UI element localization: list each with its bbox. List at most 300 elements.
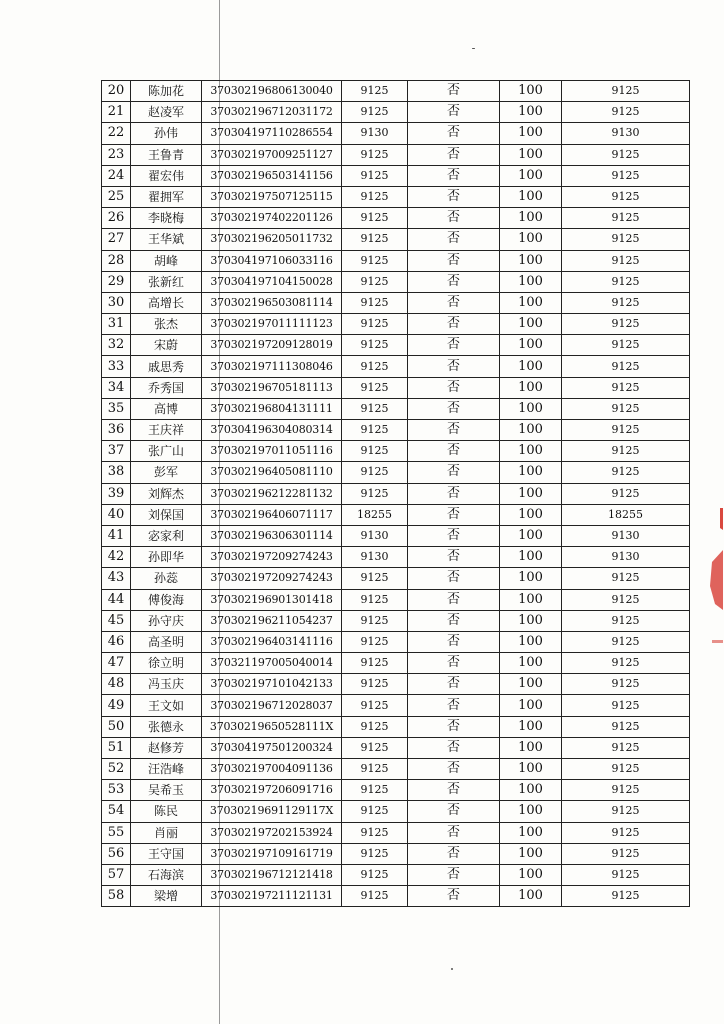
id-number-cell: 370302196403141116 xyxy=(202,631,342,652)
name-cell: 王文如 xyxy=(131,695,202,716)
table-row xyxy=(102,759,690,780)
row-number-cell: 29 xyxy=(102,271,131,292)
payout-cell: 9125 xyxy=(562,822,690,843)
table-row xyxy=(102,356,690,377)
name-cell: 孙蕊 xyxy=(131,568,202,589)
id-number-cell: 370304197104150028 xyxy=(202,271,342,292)
payout-cell: 9125 xyxy=(562,631,690,652)
table-row xyxy=(102,737,690,758)
row-number-cell: 47 xyxy=(102,653,131,674)
id-number-cell: 370304196304080314 xyxy=(202,420,342,441)
percent-cell: 100 xyxy=(500,610,562,631)
table-row xyxy=(102,504,690,525)
payout-cell: 9130 xyxy=(562,547,690,568)
scan-speck-1 xyxy=(451,968,453,970)
table-row xyxy=(102,568,690,589)
name-cell: 赵修芳 xyxy=(131,737,202,758)
name-cell: 王华斌 xyxy=(131,229,202,250)
row-number-cell: 50 xyxy=(102,716,131,737)
roster-table-body xyxy=(102,81,690,907)
table-row xyxy=(102,822,690,843)
id-number-cell: 370304197501200324 xyxy=(202,737,342,758)
table-row xyxy=(102,335,690,356)
row-number-cell: 44 xyxy=(102,589,131,610)
percent-cell: 100 xyxy=(500,589,562,610)
id-number-cell: 370302197202153924 xyxy=(202,822,342,843)
amount-cell: 9125 xyxy=(342,759,408,780)
percent-cell: 100 xyxy=(500,674,562,695)
amount-cell: 9125 xyxy=(342,462,408,483)
amount-cell: 9125 xyxy=(342,186,408,207)
table-row xyxy=(102,102,690,123)
amount-cell: 9125 xyxy=(342,271,408,292)
percent-cell: 100 xyxy=(500,568,562,589)
status-flag-cell: 否 xyxy=(408,398,500,419)
amount-cell: 9125 xyxy=(342,441,408,462)
id-number-cell: 370302197111308046 xyxy=(202,356,342,377)
row-number-cell: 40 xyxy=(102,504,131,525)
payout-cell: 18255 xyxy=(562,504,690,525)
payout-cell: 9125 xyxy=(562,81,690,102)
table-row xyxy=(102,483,690,504)
id-number-cell: 370302196406071117 xyxy=(202,504,342,525)
payout-cell: 9125 xyxy=(562,759,690,780)
payout-cell: 9125 xyxy=(562,314,690,335)
table-row xyxy=(102,186,690,207)
amount-cell: 9125 xyxy=(342,780,408,801)
amount-cell: 9125 xyxy=(342,801,408,822)
name-cell: 傅俊海 xyxy=(131,589,202,610)
payout-cell: 9125 xyxy=(562,886,690,907)
seal-arc-top xyxy=(720,508,723,530)
amount-cell: 9125 xyxy=(342,398,408,419)
name-cell: 翟拥军 xyxy=(131,186,202,207)
amount-cell: 9125 xyxy=(342,568,408,589)
percent-cell: 100 xyxy=(500,695,562,716)
row-number-cell: 31 xyxy=(102,314,131,335)
payout-cell: 9125 xyxy=(562,102,690,123)
id-number-cell: 370302196712121418 xyxy=(202,864,342,885)
status-flag-cell: 否 xyxy=(408,822,500,843)
payout-cell: 9125 xyxy=(562,377,690,398)
percent-cell: 100 xyxy=(500,144,562,165)
amount-cell: 9125 xyxy=(342,886,408,907)
id-number-cell: 370302197009251127 xyxy=(202,144,342,165)
name-cell: 吴希玉 xyxy=(131,780,202,801)
amount-cell: 9125 xyxy=(342,695,408,716)
payout-cell: 9125 xyxy=(562,335,690,356)
table-row xyxy=(102,801,690,822)
percent-cell: 100 xyxy=(500,123,562,144)
row-number-cell: 43 xyxy=(102,568,131,589)
percent-cell: 100 xyxy=(500,441,562,462)
status-flag-cell: 否 xyxy=(408,483,500,504)
status-flag-cell: 否 xyxy=(408,165,500,186)
name-cell: 孙守庆 xyxy=(131,610,202,631)
id-number-cell: 370302196705181113 xyxy=(202,377,342,398)
status-flag-cell: 否 xyxy=(408,102,500,123)
payout-cell: 9125 xyxy=(562,843,690,864)
row-number-cell: 26 xyxy=(102,208,131,229)
percent-cell: 100 xyxy=(500,398,562,419)
row-number-cell: 41 xyxy=(102,525,131,546)
table-row xyxy=(102,610,690,631)
name-cell: 王守国 xyxy=(131,843,202,864)
payout-cell: 9125 xyxy=(562,398,690,419)
id-number-cell: 370304197110286554 xyxy=(202,123,342,144)
percent-cell: 100 xyxy=(500,81,562,102)
row-number-cell: 38 xyxy=(102,462,131,483)
id-number-cell: 370302196712031172 xyxy=(202,102,342,123)
amount-cell: 9125 xyxy=(342,483,408,504)
payout-cell: 9125 xyxy=(562,229,690,250)
amount-cell: 9125 xyxy=(342,843,408,864)
row-number-cell: 30 xyxy=(102,292,131,313)
percent-cell: 100 xyxy=(500,547,562,568)
amount-cell: 9130 xyxy=(342,525,408,546)
table-row xyxy=(102,864,690,885)
payout-cell: 9125 xyxy=(562,271,690,292)
status-flag-cell: 否 xyxy=(408,186,500,207)
status-flag-cell: 否 xyxy=(408,716,500,737)
percent-cell: 100 xyxy=(500,335,562,356)
table-row xyxy=(102,843,690,864)
row-number-cell: 55 xyxy=(102,822,131,843)
percent-cell: 100 xyxy=(500,864,562,885)
id-number-cell: 370304197106033116 xyxy=(202,250,342,271)
id-number-cell: 370302197507125115 xyxy=(202,186,342,207)
amount-cell: 9130 xyxy=(342,547,408,568)
row-number-cell: 45 xyxy=(102,610,131,631)
id-number-cell: 370302196503081114 xyxy=(202,292,342,313)
name-cell: 刘辉杰 xyxy=(131,483,202,504)
row-number-cell: 23 xyxy=(102,144,131,165)
status-flag-cell: 否 xyxy=(408,504,500,525)
id-number-cell: 370302197402201126 xyxy=(202,208,342,229)
id-number-cell: 370302197109161719 xyxy=(202,843,342,864)
name-cell: 翟宏伟 xyxy=(131,165,202,186)
status-flag-cell: 否 xyxy=(408,589,500,610)
percent-cell: 100 xyxy=(500,759,562,780)
name-cell: 彭军 xyxy=(131,462,202,483)
status-flag-cell: 否 xyxy=(408,631,500,652)
table-row xyxy=(102,886,690,907)
percent-cell: 100 xyxy=(500,102,562,123)
payout-cell: 9125 xyxy=(562,292,690,313)
table-row xyxy=(102,653,690,674)
percent-cell: 100 xyxy=(500,356,562,377)
amount-cell: 9125 xyxy=(342,208,408,229)
row-number-cell: 42 xyxy=(102,547,131,568)
percent-cell: 100 xyxy=(500,737,562,758)
status-flag-cell: 否 xyxy=(408,208,500,229)
table-row xyxy=(102,250,690,271)
table-row xyxy=(102,208,690,229)
status-flag-cell: 否 xyxy=(408,886,500,907)
payout-cell: 9125 xyxy=(562,356,690,377)
row-number-cell: 21 xyxy=(102,102,131,123)
name-cell: 高圣明 xyxy=(131,631,202,652)
table-row xyxy=(102,123,690,144)
payout-cell: 9125 xyxy=(562,653,690,674)
amount-cell: 9125 xyxy=(342,144,408,165)
row-number-cell: 25 xyxy=(102,186,131,207)
amount-cell: 9125 xyxy=(342,864,408,885)
percent-cell: 100 xyxy=(500,292,562,313)
name-cell: 孙即华 xyxy=(131,547,202,568)
seal-mark-bottom xyxy=(712,640,723,643)
percent-cell: 100 xyxy=(500,631,562,652)
name-cell: 王庆祥 xyxy=(131,420,202,441)
amount-cell: 9125 xyxy=(342,822,408,843)
table-row xyxy=(102,441,690,462)
id-number-cell: 370302197209274243 xyxy=(202,547,342,568)
percent-cell: 100 xyxy=(500,822,562,843)
status-flag-cell: 否 xyxy=(408,568,500,589)
status-flag-cell: 否 xyxy=(408,610,500,631)
name-cell: 陈民 xyxy=(131,801,202,822)
name-cell: 石海滨 xyxy=(131,864,202,885)
status-flag-cell: 否 xyxy=(408,420,500,441)
red-seal-fragment xyxy=(706,500,724,660)
amount-cell: 9125 xyxy=(342,250,408,271)
name-cell: 张德永 xyxy=(131,716,202,737)
id-number-cell: 370302196503141156 xyxy=(202,165,342,186)
amount-cell: 9125 xyxy=(342,229,408,250)
percent-cell: 100 xyxy=(500,801,562,822)
id-number-cell: 370321197005040014 xyxy=(202,653,342,674)
status-flag-cell: 否 xyxy=(408,314,500,335)
amount-cell: 9125 xyxy=(342,377,408,398)
amount-cell: 9125 xyxy=(342,653,408,674)
percent-cell: 100 xyxy=(500,208,562,229)
status-flag-cell: 否 xyxy=(408,525,500,546)
payout-cell: 9125 xyxy=(562,780,690,801)
row-number-cell: 20 xyxy=(102,81,131,102)
percent-cell: 100 xyxy=(500,483,562,504)
id-number-cell: 370302197101042133 xyxy=(202,674,342,695)
status-flag-cell: 否 xyxy=(408,292,500,313)
status-flag-cell: 否 xyxy=(408,801,500,822)
id-number-cell: 370302197209128019 xyxy=(202,335,342,356)
table-row xyxy=(102,547,690,568)
percent-cell: 100 xyxy=(500,314,562,335)
id-number-cell: 370302196205011732 xyxy=(202,229,342,250)
row-number-cell: 27 xyxy=(102,229,131,250)
percent-cell: 100 xyxy=(500,716,562,737)
status-flag-cell: 否 xyxy=(408,462,500,483)
row-number-cell: 51 xyxy=(102,737,131,758)
id-number-cell: 370302196712028037 xyxy=(202,695,342,716)
name-cell: 高增长 xyxy=(131,292,202,313)
name-cell: 张杰 xyxy=(131,314,202,335)
percent-cell: 100 xyxy=(500,420,562,441)
status-flag-cell: 否 xyxy=(408,653,500,674)
name-cell: 张广山 xyxy=(131,441,202,462)
payout-cell: 9125 xyxy=(562,716,690,737)
status-flag-cell: 否 xyxy=(408,229,500,250)
status-flag-cell: 否 xyxy=(408,441,500,462)
name-cell: 王鲁青 xyxy=(131,144,202,165)
payout-cell: 9125 xyxy=(562,441,690,462)
payout-cell: 9125 xyxy=(562,801,690,822)
status-flag-cell: 否 xyxy=(408,250,500,271)
amount-cell: 9125 xyxy=(342,589,408,610)
payment-roster-table xyxy=(101,80,690,907)
id-number-cell: 370302197209274243 xyxy=(202,568,342,589)
amount-cell: 9125 xyxy=(342,356,408,377)
table-row xyxy=(102,377,690,398)
row-number-cell: 58 xyxy=(102,886,131,907)
row-number-cell: 34 xyxy=(102,377,131,398)
amount-cell: 9125 xyxy=(342,165,408,186)
status-flag-cell: 否 xyxy=(408,335,500,356)
amount-cell: 9125 xyxy=(342,716,408,737)
row-number-cell: 37 xyxy=(102,441,131,462)
row-number-cell: 35 xyxy=(102,398,131,419)
payout-cell: 9125 xyxy=(562,208,690,229)
table-row xyxy=(102,674,690,695)
payout-cell: 9125 xyxy=(562,462,690,483)
payout-cell: 9125 xyxy=(562,250,690,271)
seal-mark-main xyxy=(710,550,723,610)
name-cell: 冯玉庆 xyxy=(131,674,202,695)
payout-cell: 9125 xyxy=(562,695,690,716)
table-row xyxy=(102,144,690,165)
percent-cell: 100 xyxy=(500,653,562,674)
row-number-cell: 49 xyxy=(102,695,131,716)
status-flag-cell: 否 xyxy=(408,377,500,398)
table-row xyxy=(102,631,690,652)
name-cell: 胡峰 xyxy=(131,250,202,271)
name-cell: 戚思秀 xyxy=(131,356,202,377)
id-number-cell: 370302196212281132 xyxy=(202,483,342,504)
name-cell: 张新红 xyxy=(131,271,202,292)
status-flag-cell: 否 xyxy=(408,547,500,568)
name-cell: 宓家利 xyxy=(131,525,202,546)
percent-cell: 100 xyxy=(500,504,562,525)
row-number-cell: 32 xyxy=(102,335,131,356)
id-number-cell: 370302196306301114 xyxy=(202,525,342,546)
payout-cell: 9125 xyxy=(562,589,690,610)
table-row xyxy=(102,589,690,610)
table-row xyxy=(102,271,690,292)
payout-cell: 9130 xyxy=(562,123,690,144)
payout-cell: 9125 xyxy=(562,483,690,504)
status-flag-cell: 否 xyxy=(408,695,500,716)
status-flag-cell: 否 xyxy=(408,144,500,165)
table-row xyxy=(102,292,690,313)
percent-cell: 100 xyxy=(500,377,562,398)
id-number-cell: 370302196901301418 xyxy=(202,589,342,610)
amount-cell: 9125 xyxy=(342,81,408,102)
amount-cell: 9125 xyxy=(342,420,408,441)
status-flag-cell: 否 xyxy=(408,356,500,377)
amount-cell: 9125 xyxy=(342,102,408,123)
name-cell: 乔秀国 xyxy=(131,377,202,398)
payout-cell: 9130 xyxy=(562,525,690,546)
table-row xyxy=(102,165,690,186)
id-number-cell: 370302197211121131 xyxy=(202,886,342,907)
percent-cell: 100 xyxy=(500,780,562,801)
payout-cell: 9125 xyxy=(562,144,690,165)
name-cell: 汪浩峰 xyxy=(131,759,202,780)
table-row xyxy=(102,229,690,250)
percent-cell: 100 xyxy=(500,250,562,271)
amount-cell: 9125 xyxy=(342,335,408,356)
percent-cell: 100 xyxy=(500,165,562,186)
row-number-cell: 53 xyxy=(102,780,131,801)
status-flag-cell: 否 xyxy=(408,81,500,102)
row-number-cell: 54 xyxy=(102,801,131,822)
id-number-cell: 37030219650528111X xyxy=(202,716,342,737)
amount-cell: 9125 xyxy=(342,737,408,758)
table-row xyxy=(102,420,690,441)
id-number-cell: 370302197011111123 xyxy=(202,314,342,335)
id-number-cell: 37030219691129117X xyxy=(202,801,342,822)
row-number-cell: 39 xyxy=(102,483,131,504)
id-number-cell: 370302196211054237 xyxy=(202,610,342,631)
row-number-cell: 52 xyxy=(102,759,131,780)
amount-cell: 9125 xyxy=(342,314,408,335)
row-number-cell: 33 xyxy=(102,356,131,377)
name-cell: 陈加花 xyxy=(131,81,202,102)
percent-cell: 100 xyxy=(500,229,562,250)
amount-cell: 9125 xyxy=(342,631,408,652)
table-row xyxy=(102,780,690,801)
table-row xyxy=(102,695,690,716)
status-flag-cell: 否 xyxy=(408,759,500,780)
id-number-cell: 370302197004091136 xyxy=(202,759,342,780)
amount-cell: 9125 xyxy=(342,292,408,313)
payout-cell: 9125 xyxy=(562,864,690,885)
name-cell: 赵凌军 xyxy=(131,102,202,123)
id-number-cell: 370302196806130040 xyxy=(202,81,342,102)
id-number-cell: 370302196804131111 xyxy=(202,398,342,419)
payout-cell: 9125 xyxy=(562,420,690,441)
table-row xyxy=(102,398,690,419)
payout-cell: 9125 xyxy=(562,568,690,589)
status-flag-cell: 否 xyxy=(408,123,500,144)
percent-cell: 100 xyxy=(500,186,562,207)
name-cell: 高博 xyxy=(131,398,202,419)
amount-cell: 9125 xyxy=(342,674,408,695)
amount-cell: 9130 xyxy=(342,123,408,144)
row-number-cell: 22 xyxy=(102,123,131,144)
name-cell: 李晓梅 xyxy=(131,208,202,229)
amount-cell: 9125 xyxy=(342,610,408,631)
table-row xyxy=(102,462,690,483)
status-flag-cell: 否 xyxy=(408,780,500,801)
row-number-cell: 36 xyxy=(102,420,131,441)
status-flag-cell: 否 xyxy=(408,843,500,864)
table-row xyxy=(102,81,690,102)
name-cell: 梁增 xyxy=(131,886,202,907)
id-number-cell: 370302196405081110 xyxy=(202,462,342,483)
row-number-cell: 56 xyxy=(102,843,131,864)
table-row xyxy=(102,314,690,335)
name-cell: 宋蔚 xyxy=(131,335,202,356)
row-number-cell: 46 xyxy=(102,631,131,652)
percent-cell: 100 xyxy=(500,843,562,864)
payout-cell: 9125 xyxy=(562,186,690,207)
row-number-cell: 24 xyxy=(102,165,131,186)
percent-cell: 100 xyxy=(500,271,562,292)
row-number-cell: 48 xyxy=(102,674,131,695)
percent-cell: 100 xyxy=(500,525,562,546)
row-number-cell: 57 xyxy=(102,864,131,885)
id-number-cell: 370302197011051116 xyxy=(202,441,342,462)
